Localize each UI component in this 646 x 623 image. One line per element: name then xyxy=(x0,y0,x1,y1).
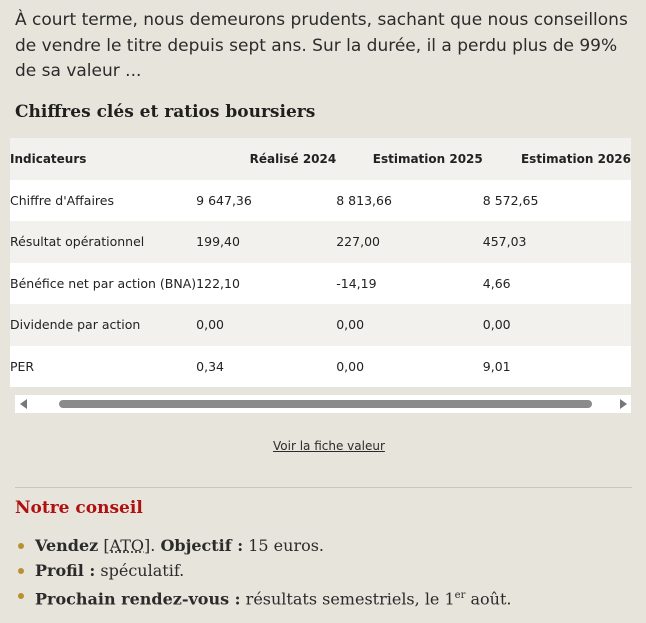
table-cell: 0,00 xyxy=(482,317,511,333)
table-cell: 0,34 xyxy=(196,358,225,374)
superscript: er xyxy=(454,590,466,601)
scroll-right-arrow-icon[interactable] xyxy=(620,399,627,409)
row-label: Résultat opérationnel xyxy=(10,234,145,250)
column-header: Réalisé 2024 xyxy=(249,151,337,166)
ratios-table xyxy=(10,138,631,387)
row-label: Bénéfice net par action (BNA) xyxy=(10,275,197,291)
table-cell: 9,01 xyxy=(482,358,511,374)
table-cell: 8 572,65 xyxy=(482,192,539,208)
list-item xyxy=(15,534,511,559)
table-row xyxy=(10,263,631,305)
table-row xyxy=(10,346,631,388)
horizontal-scrollbar[interactable] xyxy=(15,395,631,413)
table-cell: 0,00 xyxy=(336,358,365,374)
table-row xyxy=(10,180,631,222)
table-header-row xyxy=(10,138,631,180)
bullet-icon xyxy=(18,543,24,549)
separator: . xyxy=(150,536,156,555)
advice-tail: août. xyxy=(470,589,512,609)
scrollbar-thumb[interactable] xyxy=(59,400,592,408)
advice-lead: Objectif : xyxy=(160,536,244,555)
advice-text: spéculatif. xyxy=(100,561,185,580)
row-label: Dividende par action xyxy=(10,317,141,333)
list-item xyxy=(15,584,511,609)
table-cell: 0,00 xyxy=(196,317,225,333)
table-cell: 0,00 xyxy=(336,317,365,333)
table-cell: 227,00 xyxy=(336,234,380,250)
table-row xyxy=(10,304,631,346)
column-header: Estimation 2025 xyxy=(372,151,483,166)
advice-lead: Profil : xyxy=(35,561,96,580)
bullet-icon xyxy=(18,593,24,599)
conseil-title: Notre conseil xyxy=(15,498,143,518)
table-row xyxy=(10,221,631,263)
ratios-table-container[interactable] xyxy=(10,138,631,386)
article-intro: À court terme, nous demeurons prudents, sachant que nous conseillons de vendre le titre depuis sept ans. Sur la durée, il a perdu plus de 99% de sa valeur ... xyxy=(15,10,628,81)
advice-list xyxy=(15,534,511,609)
divider xyxy=(15,487,632,488)
list-item xyxy=(15,559,511,584)
table-cell: 199,40 xyxy=(196,234,240,250)
table-cell: -14,19 xyxy=(336,275,377,291)
column-header: Estimation 2026 xyxy=(520,151,631,166)
table-cell: 9 647,36 xyxy=(196,192,252,208)
table-cell: 122,10 xyxy=(196,275,240,291)
advice-lead: Vendez xyxy=(35,536,99,555)
bullet-icon xyxy=(18,568,24,574)
scroll-left-arrow-icon[interactable] xyxy=(20,399,27,409)
section-title-ratios: Chiffres clés et ratios boursiers xyxy=(15,102,316,122)
advice-lead: Prochain rendez-vous : xyxy=(35,589,241,609)
table-cell: 8 813,66 xyxy=(336,192,392,208)
row-label: Chiffre d'Affaires xyxy=(10,192,114,208)
voir-fiche-valeur-link[interactable]: Voir la fiche valeur xyxy=(273,439,385,453)
advice-text: 15 euros. xyxy=(248,536,325,555)
ticker-link[interactable]: [ATO] xyxy=(103,536,151,555)
row-label: PER xyxy=(10,358,35,374)
table-cell: 4,66 xyxy=(482,275,511,291)
advice-text: résultats semestriels, le 1 xyxy=(245,589,455,609)
column-header: Indicateurs xyxy=(10,151,87,166)
table-cell: 457,03 xyxy=(482,234,527,250)
